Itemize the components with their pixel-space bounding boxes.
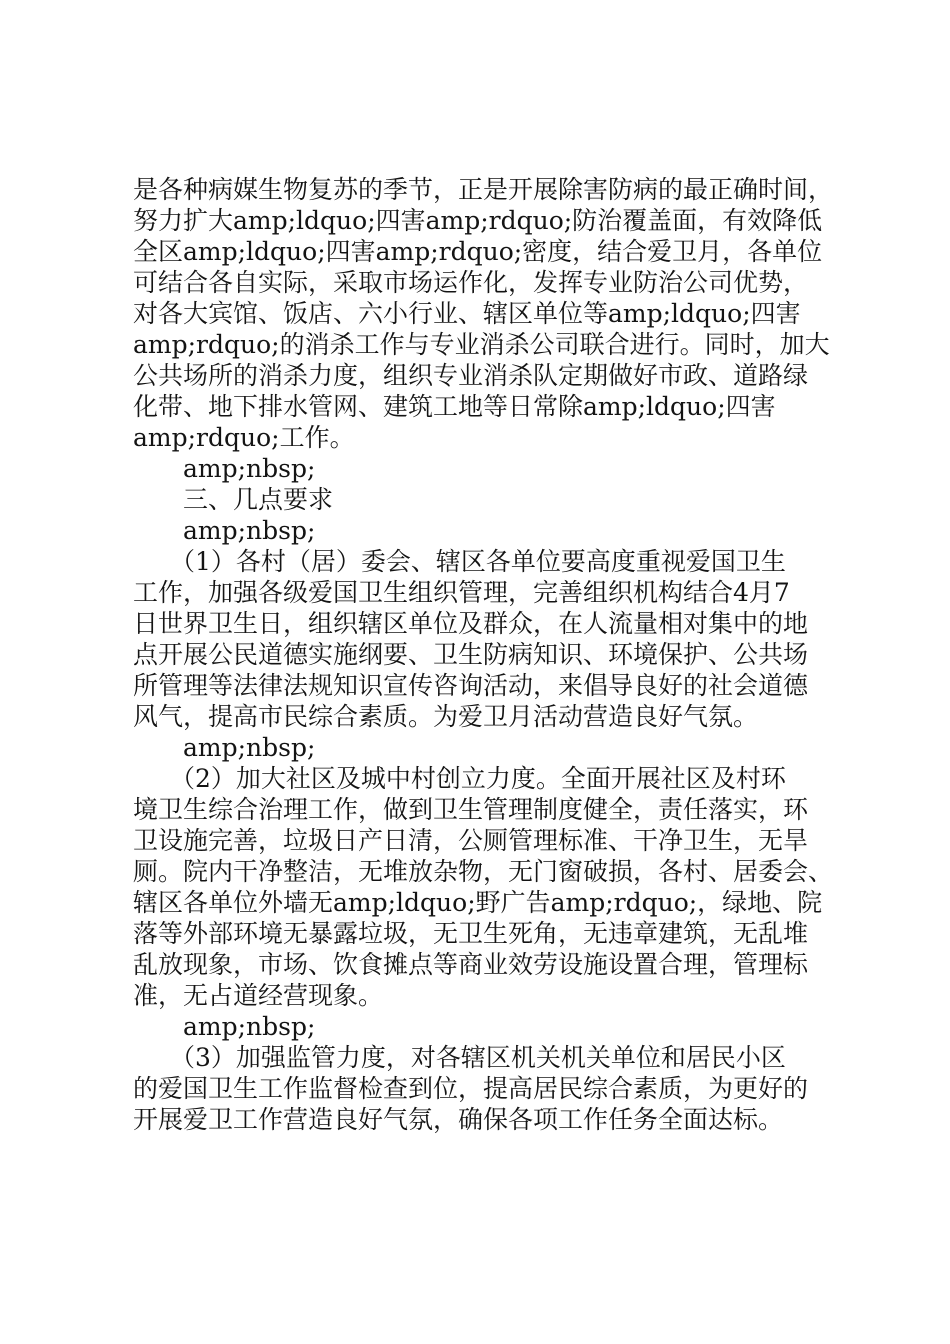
text-line: amp;nbsp; <box>183 733 316 762</box>
text-line: 卫设施完善，垃圾日产日清，公厕管理标准、干净卫生，无旱 <box>133 826 809 855</box>
text-line: 全区amp;ldquo;四害amp;rdquo;密度，结合爱卫月，各单位 <box>133 237 823 266</box>
text-line: amp;rdquo;工作。 <box>133 423 355 452</box>
text-line: amp;rdquo;的消杀工作与专业消杀公司联合进行。同时，加大 <box>133 330 830 359</box>
text-line: 准，无占道经营现象。 <box>133 981 384 1010</box>
text-line: 辖区各单位外墙无amp;ldquo;野广告amp;rdquo;，绿地、院 <box>133 888 823 917</box>
text-line: 乱放现象，市场、饮食摊点等商业效劳设施设置合理，管理标 <box>133 950 809 979</box>
text-line: （1）各村（居）委会、辖区各单位要高度重视爱国卫生 <box>170 547 786 576</box>
text-line: （3）加强监管力度，对各辖区机关机关单位和居民小区 <box>170 1043 786 1072</box>
text-line: 厕。院内干净整洁，无堆放杂物，无门窗破损，各村、居委会、 <box>133 857 834 886</box>
text-line: 化带、地下排水管网、建筑工地等日常除amp;ldquo;四害 <box>133 392 776 421</box>
text-line: 境卫生综合治理工作，做到卫生管理制度健全，责任落实，环 <box>133 795 809 824</box>
text-line: 对各大宾馆、饭店、六小行业、辖区单位等amp;ldquo;四害 <box>133 299 801 328</box>
text-line: amp;nbsp; <box>183 454 316 483</box>
text-line: 工作，加强各级爱国卫生组织管理，完善组织机构结合4月7 <box>133 578 790 607</box>
text-line: 可结合各自实际，采取市场运作化，发挥专业防治公司优势， <box>133 268 809 297</box>
text-line: amp;nbsp; <box>183 1012 316 1041</box>
text-line: 努力扩大amp;ldquo;四害amp;rdquo;防治覆盖面，有效降低 <box>133 206 823 235</box>
text-line: 日世界卫生日，组织辖区单位及群众，在人流量相对集中的地 <box>133 609 809 638</box>
text-line: 所管理等法律法规知识宣传咨询活动，来倡导良好的社会道德 <box>133 671 809 700</box>
text-line: amp;nbsp; <box>183 516 316 545</box>
text-line: 的爱国卫生工作监督检查到位，提高居民综合素质，为更好的 <box>133 1074 809 1103</box>
text-line: 开展爱卫工作营造良好气氛，确保各项工作任务全面达标。 <box>133 1105 784 1134</box>
text-line: 公共场所的消杀力度，组织专业消杀队定期做好市政、道路绿 <box>133 361 809 390</box>
section-heading: 三、几点要求 <box>183 485 334 514</box>
text-line: 点开展公民道德实施纲要、卫生防病知识、环境保护、公共场 <box>133 640 809 669</box>
text-line: （2）加大社区及城中村创立力度。全面开展社区及村环 <box>170 764 786 793</box>
text-line: 风气，提高市民综合素质。为爱卫月活动营造良好气氛。 <box>133 702 759 731</box>
text-line: 落等外部环境无暴露垃圾，无卫生死角，无违章建筑，无乱堆 <box>133 919 809 948</box>
text-line: 是各种病媒生物复苏的季节，正是开展除害防病的最正确时间， <box>133 175 834 204</box>
